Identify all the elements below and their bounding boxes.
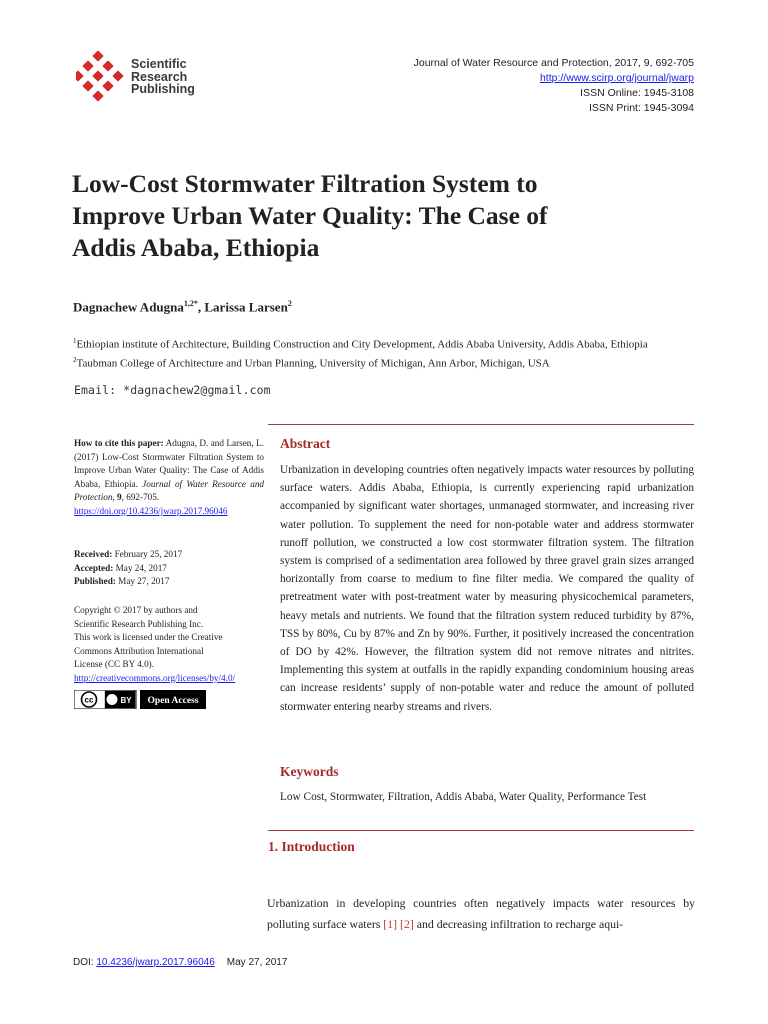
affiliation-text: Taubman College of Architecture and Urban Planning, University of Michigan, Ann Arbor, Michigan, USA [76, 357, 550, 370]
affiliations [73, 334, 693, 372]
publisher-line: Research [131, 69, 188, 84]
publisher-name [131, 58, 195, 96]
citation-ref[interactable]: [2] [400, 917, 414, 931]
how-to-cite [74, 437, 264, 518]
article-title [72, 168, 672, 264]
abstract-body: Urbanization in developing countries often negatively impacts water resources by polluting surface waters. Addis Ababa, Ethiopia, is currently experiencing rapid urbanization accompanied by significant water shortages, unmanaged stormwater, and increasing river water pollution. To supplement the need for non-potable water and address stormwater runoff pollution, we constructed a low cost stormwater filtration system. The filtration system is comprised of a sedimentation area followed by three gravel grain sizes arranged horizontally from coarse to medium to fine filter media. We compared the quality of pretreatment water with post-treatment water by measuring physicochemical parameters, heavy metals and nutrients. We found that the filtration system reduced turbidity by 87%, TSS by 80%, Cu by 87% and Zn by 90%. Further, it positively increased the concentration of DO by 42%. However, the filtration system did not remove nitrates and nitrites. Implementing this system at outfalls in the rapidly expanding condominium housing areas can increase residents’ supply of non-potable water and reduce the amount of polluted stormwater entering nearby streams and rivers. [280, 464, 694, 713]
author-name: Larissa Larsen [204, 299, 288, 315]
keywords-bottom-rule [268, 830, 694, 831]
cite-separator: , [112, 492, 118, 502]
abstract-top-rule [268, 424, 694, 425]
published-date: May 27, 2017 [115, 576, 170, 586]
cite-label: How to cite this paper: [74, 438, 164, 448]
cite-volume: 9 [117, 492, 122, 502]
accepted-date: May 24, 2017 [113, 562, 167, 573]
keywords-body: Low Cost, Stormwater, Filtration, Addis Ababa, Water Quality, Performance Test [280, 791, 647, 803]
accepted-label: Accepted: [74, 562, 114, 573]
license-notice [74, 604, 264, 685]
cc-label: cc [84, 695, 94, 705]
page-footer [73, 957, 287, 968]
license-url-link[interactable]: http://creativecommons.org/licenses/by/4.0/ [74, 672, 236, 683]
published-label: Published: [74, 576, 116, 586]
title-line: Improve Urban Water Quality: The Case of [72, 201, 548, 230]
affiliation [73, 353, 693, 372]
footer-date: May 27, 2017 [226, 957, 288, 968]
title-line: Addis Ababa, Ethiopia [72, 233, 320, 262]
cite-doi-link[interactable]: https://doi.org/10.4236/jwarp.2017.96046 [74, 505, 228, 516]
publisher-line: Scientific [131, 57, 187, 71]
author-name: Dagnachew Adugna [73, 299, 184, 315]
license-line: License (CC BY 4.0). [74, 659, 155, 669]
open-access-label: Open Access [147, 696, 199, 706]
publisher-line: Publishing [131, 82, 195, 96]
intro-text: and decreasing infiltration to recharge aqui- [413, 917, 624, 931]
by-person-icon [107, 694, 118, 705]
issn-print: ISSN Print: 1945-3094 [588, 102, 694, 114]
by-label: BY [120, 696, 132, 705]
received-date: February 25, 2017 [112, 549, 183, 559]
doi-label: DOI: [73, 957, 97, 968]
affiliation [73, 334, 693, 353]
introduction-heading: 1. Introduction [268, 839, 355, 854]
cite-journal: Journal of Water Resource and Protection [74, 478, 265, 502]
issn-online: ISSN Online: 1945-3108 [580, 87, 694, 99]
keywords-heading: Keywords [280, 764, 339, 779]
footer-doi-link[interactable]: 10.4236/jwarp.2017.96046 [96, 957, 215, 968]
corresponding-email: Email: *dagnachew2@gmail.com [74, 383, 271, 397]
author-list: Dagnachew Adugna$^{1,2*}$, Larissa Larsen$^2$ [73, 299, 292, 315]
cite-pages: , 692-705. [121, 492, 160, 502]
introduction-body [267, 893, 695, 935]
journal-info [414, 56, 694, 116]
citation-ref[interactable]: [1] [383, 917, 398, 931]
cite-text: Adugna, D. and Larsen, L. (2017) Low-Cost Stormwater Filtration System to Improve Urban Water Quality: The Case of Addis Ababa, Ethiopia. [74, 438, 264, 489]
journal-url-link[interactable]: http://www.scirp.org/journal/jwarp [539, 72, 694, 84]
author-affiliation-marker: 1,2* [183, 299, 198, 308]
received-label: Received: [74, 549, 113, 559]
journal-citation: Journal of Water Resource and Protection, 2017, 9, 692-705 [413, 57, 694, 69]
affiliation-marker: 2 [73, 356, 77, 365]
license-line: Copyright © 2017 by authors and [74, 605, 198, 615]
author-affiliation-marker: 2 [287, 299, 292, 308]
title-line: Low-Cost Stormwater Filtration System to [72, 169, 538, 198]
article-dates [74, 548, 264, 589]
affiliation-text: Ethiopian institute of Architecture, Building Construction and City Development, Addis Ababa University, Addis Ababa, Ethiopia [76, 338, 648, 351]
license-line: Commons Attribution International [74, 645, 204, 656]
license-line: This work is licensed under the Creative [74, 632, 223, 642]
license-line: Scientific Research Publishing Inc. [74, 618, 204, 629]
abstract-heading: Abstract [280, 436, 331, 451]
affiliation-marker: 1 [73, 337, 77, 345]
intro-text: Urbanization in developing countries often negatively impacts water resources by polluting surface waters [267, 896, 695, 931]
cc-by-badge[interactable] [74, 690, 206, 709]
